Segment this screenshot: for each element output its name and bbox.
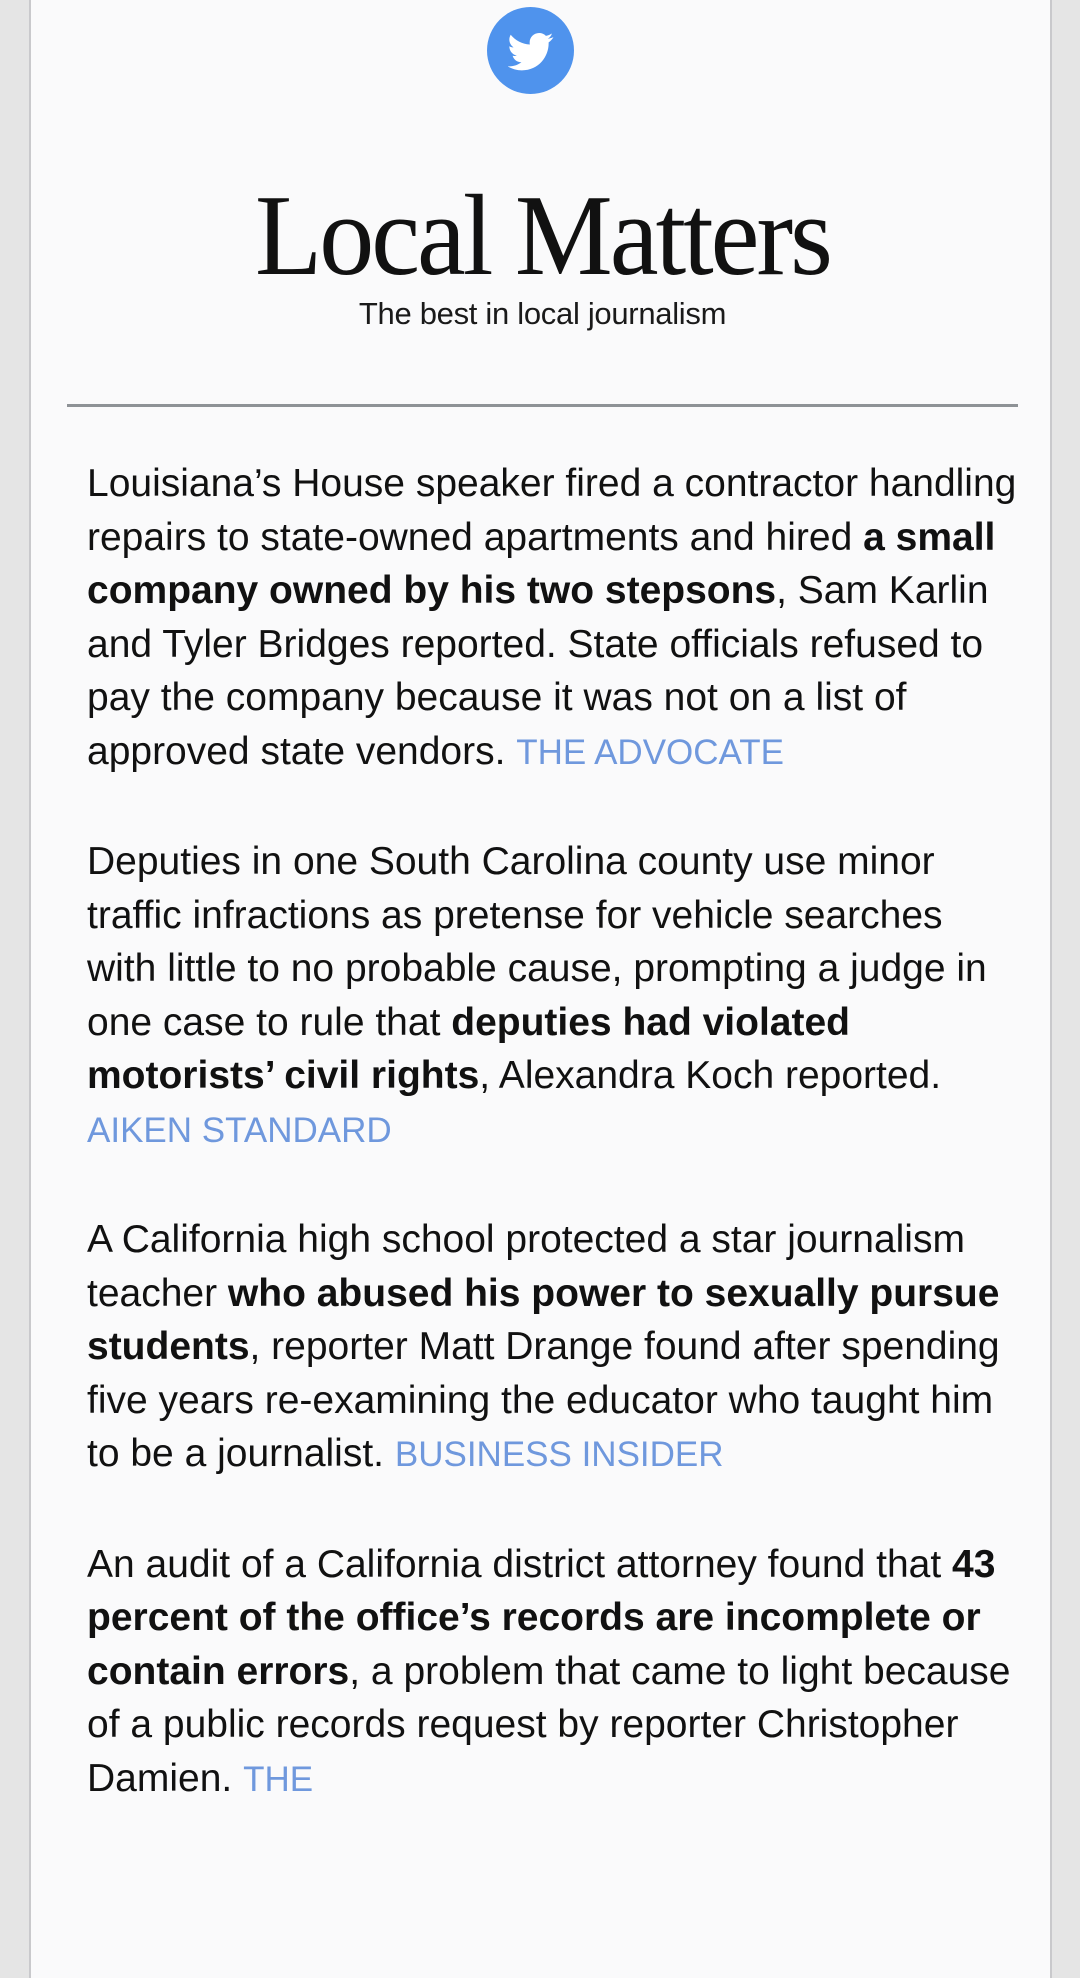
- story-list: [87, 457, 1022, 1862]
- story-link-bold[interactable]: who abused his power to sexually pursue students: [87, 1271, 1000, 1368]
- story-text: , Sam Karlin and Tyler Bridges reported. State officials refused to pay the company because it was not on a list of approved state vendors.: [87, 569, 989, 773]
- divider: [67, 404, 1018, 407]
- source-link[interactable]: THE: [243, 1759, 314, 1799]
- source-link[interactable]: THE ADVOCATE: [516, 732, 785, 772]
- story-item: [87, 457, 1022, 779]
- story-text: Louisiana’s House speaker fired a contractor handling repairs to state-owned apartments and hired: [87, 462, 1017, 559]
- masthead: [31, 170, 1054, 332]
- story-item: [87, 1538, 1022, 1807]
- story-link-bold[interactable]: a small company owned by his two stepsons: [87, 515, 996, 612]
- story-text: An audit of a California district attorney found that: [87, 1542, 952, 1586]
- story-text: Deputies in one South Carolina county use minor traffic infractions as pretense for vehicle searches with little to no probable cause, prompting a judge in one case to rule that: [87, 840, 987, 1044]
- story-text: , Alexandra Koch reported.: [479, 1054, 942, 1097]
- story-link-bold[interactable]: 43 percent of the office’s records are incomplete or contain errors: [87, 1542, 996, 1693]
- story-text: , a problem that came to light because of a public records request by reporter Christopher Damien.: [87, 1649, 1011, 1800]
- story-text: A California high school protected a star journalism teacher: [87, 1218, 965, 1315]
- twitter-icon: [508, 28, 554, 74]
- story-text: , reporter Matt Drange found after spending five years re-examining the educator who taught him to be a journalist.: [87, 1325, 1000, 1475]
- story-link-bold[interactable]: deputies had violated motorists’ civil rights: [87, 1000, 850, 1097]
- source-link[interactable]: AIKEN STANDARD: [87, 1110, 392, 1150]
- masthead-tagline: The best in local journalism: [358, 296, 727, 331]
- newsletter-frame: [29, 0, 1052, 1978]
- story-item: [87, 835, 1022, 1157]
- source-link[interactable]: BUSINESS INSIDER: [394, 1435, 724, 1474]
- masthead-title: Local Matters: [255, 170, 830, 300]
- story-item: [87, 1213, 1022, 1482]
- twitter-share-button[interactable]: [487, 7, 574, 94]
